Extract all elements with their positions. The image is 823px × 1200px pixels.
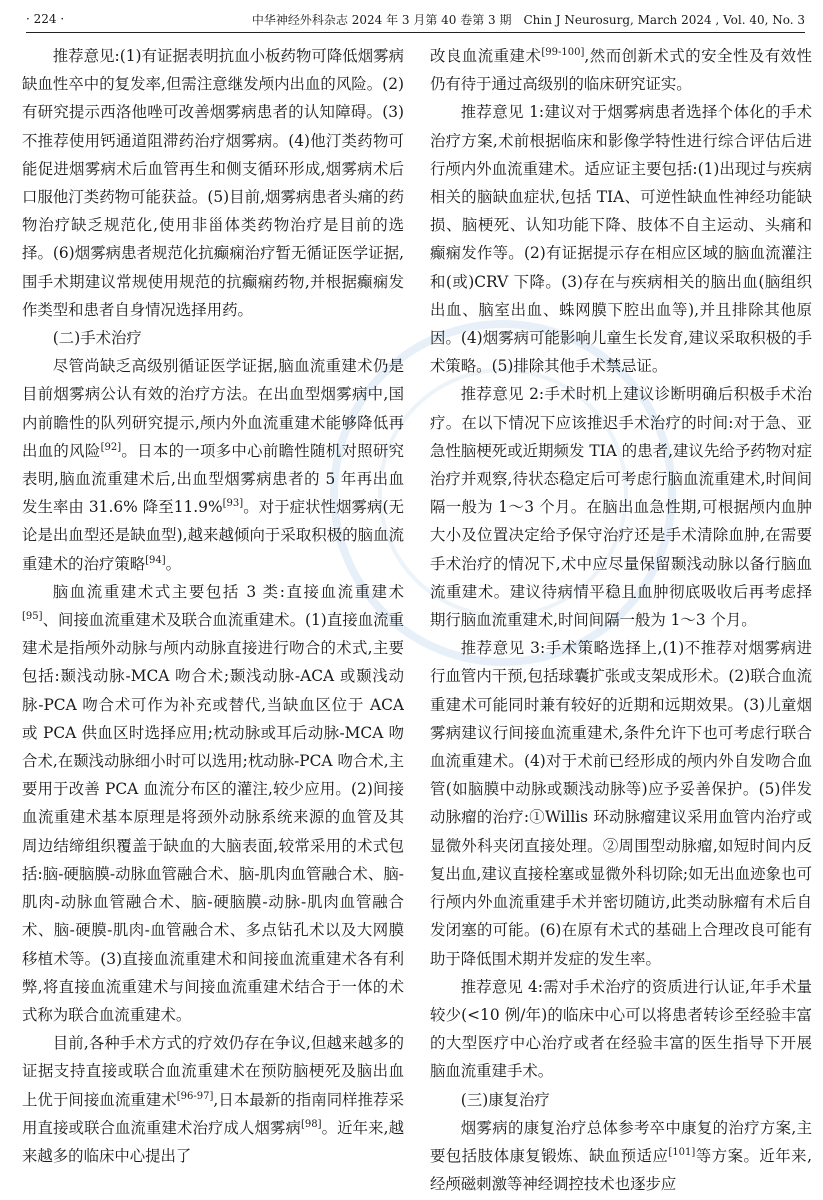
section-heading-surgery: (二)手术治疗 [52, 329, 142, 348]
recommendation-3: 推荐意见 3:手术策略选择上,(1)不推荐对烟雾病进行血管内干预,包括球囊扩张或支架成形术。(2)联合血流重建术可能同时兼有较好的近期和远期效果。(3)儿童烟雾病建议行间接血流重建术,条件允许下也可考虑行联合血流重建术。(4)对于术前已经形成的颅内外自发吻合血管(如脑膜中动脉或颞浅动脉等)应予妥善保护。(5)伴发动脉瘤的治疗:①Willis 环动脉瘤建议采用血管内治疗或显微外科夹闭直接处理。②周围型动脉瘤,如短时间内反复出血,建议直接栓塞或显微外科切除;如无出血迹象也可行颅内外血流重建手术并密切随访,此类动脉瘤有术后自发闭塞的可能。(6)在原有术式的基础上合理改良可能有助于降低围术期并发症的发生率。 [430, 639, 812, 968]
recommendation-drug-therapy: 推荐意见:(1)有证据表明抗血小板药物可降低烟雾病缺血性卒中的复发率,但需注意继发颅内出血的风险。(2)有研究提示西洛他唑可改善烟雾病患者的认知障碍。(3)不推荐使用钙通道阻滞药治疗烟雾病。(4)他汀类药物可能促进烟雾病术后血管再生和侧支循环形成,烟雾病术后口服他汀类药物可能获益。(5)目前,烟雾病患者头痛的药物治疗缺乏规范化,使用非甾体类药物治疗是目前的选择。(6)烟雾病患者规范化抗癫痫治疗暂无循证医学证据,围手术期建议常规使用规范的抗癫痫药物,并根据癫痫发作类型和患者自身情况选择用药。 [22, 47, 404, 319]
citation-ref: [98] [300, 1118, 322, 1130]
journal-citation: 中华神经外科杂志 2024 年 3 月第 40 卷第 3 期 Chin J Neurosurg, March 2024 , Vol. 40, No. 3 [251, 12, 805, 27]
recommendation-2: 推荐意见 2:手术时机上建议诊断明确后积极手术治疗。在以下情况下应该推迟手术治疗的时间:对于急、亚急性脑梗死或近期频发 TIA 的患者,建议先给予药物对症治疗并观察,待状态稳定后可考虑行脑血流重建术,时间间隔一般为 1～3 个月。在脑出血急性期,可根据颅内血肿大小及位置决定给予保守治疗还是手术清除血肿,在需要手术治疗的情况下,术中应尽量保留颞浅动脉以备行脑血流重建术。建议待病情平稳且血肿彻底吸收后再考虑择期行脑血流重建术,时间间隔一般为 1～3 个月。 [430, 385, 812, 630]
paragraph-efficacy: 目前,各种手术方式的疗效仍存在争议,但越来越多的证据支持直接或联合血流重建术在预防脑梗死及脑出血上优于间接血流重建术[96-97],日本最新的指南同样推荐采用直接或联合血流重建术治疗成人烟雾病[98]。近年来,越来越多的临床中心提出了 [22, 1034, 404, 1165]
citation-ref: [99-100] [541, 46, 585, 58]
article-body [22, 42, 812, 1192]
page-number: · 224 · [26, 12, 65, 26]
recommendation-1: 推荐意见 1:建议对于烟雾病患者选择个体化的手术治疗方案,术前根据临床和影像学特性进行综合评估后进行颅内外血流重建术。适应证主要包括:(1)出现过与疾病相关的脑缺血症状,包括 TIA、可逆性缺血性神经功能缺损、脑梗死、认知功能下降、肢体不自主运动、头痛和癫痫发作等。(2)有证据提示存在相应区域的脑血流灌注和(或)CRV 下降。(3)存在与疾病相关的脑出血(脑组织出血、脑室出血、蛛网膜下腔出血等),并且排除其他原因。(4)烟雾病可能影响儿童生长发育,建议采取积极的手术策略。(5)排除其他手术禁忌证。 [430, 103, 812, 376]
paragraph-rehabilitation: 烟雾病的康复治疗总体参考卒中康复的治疗方案,主要包括肢体康复锻炼、缺血预适应[101]等方案。近年来,经颅磁刺激等神经调控技术也逐步应 [430, 1118, 812, 1192]
section-heading-rehabilitation: (三)康复治疗 [460, 1090, 550, 1109]
citation-ref: [92] [100, 441, 122, 453]
paragraph-revascularization: 尽管尚缺乏高级别循证医学证据,脑血流重建术仍是目前烟雾病公认有效的治疗方法。在出血型烟雾病中,国内前瞻性的队列研究提示,颅内外血流重建术能够降低再出血的风险[92]。日本的一项多中心前瞻性随机对照研究表明,脑血流重建术后,出血型烟雾病患者的 5 年再出血发生率由 31.6% 降至11.9%[93]。对于症状性烟雾病(无论是出血型还是缺血型),越来越倾向于采取积极的脑血流重建术的治疗策略[94]。 [22, 357, 404, 573]
left-column [22, 42, 404, 1192]
citation-ref: [95] [22, 610, 43, 622]
page-header [26, 6, 805, 33]
paragraph-continued: 改良血流重建术[99-100],然而创新术式的安全性及有效性仍有待于通过高级别的临床研究证实。 [430, 46, 812, 94]
citation-ref: [96-97] [176, 1090, 214, 1102]
paragraph-surgical-types: 脑血流重建术式主要包括 3 类:直接血流重建术[95]、间接血流重建术及联合血流重建术。(1)直接血流重建术是指颅外动脉与颅内动脉直接进行吻合的术式,主要包括:颞浅动脉-MCA 吻合术;颞浅动脉-ACA 或颞浅动脉-PCA 吻合术可作为补充或替代,当缺血区位于 ACA 或 PCA 供血区时选择应用;枕动脉或耳后动脉-MCA 吻合术,在颞浅动脉细小时可以选用;枕动脉-PCA 吻合术,主要用于改善 PCA 血流分布区的灌注,较少应用。(2)间接血流重建术基本原理是将颈外动脉系统来源的血管及其周边结缔组织覆盖于缺血的大脑表面,较常采用的术式包括:脑-硬脑膜-动脉血管融合术、脑-肌肉血管融合术、脑-肌肉-动脉血管融合术、脑-硬脑膜-动脉-肌肉血管融合术、脑-硬膜-肌肉-血管融合术、多点钻孔术以及大网膜移植术等。(3)直接血流重建术和间接血流重建术各有利弊,将直接血流重建术与间接血流重建术结合于一体的术式称为联合血流重建术。 [22, 582, 404, 1024]
right-column [430, 42, 812, 1192]
citation-ref: [94] [145, 554, 166, 566]
citation-ref: [101] [668, 1146, 696, 1158]
recommendation-4: 推荐意见 4:需对手术治疗的资质进行认证,年手术量较少(<10 例/年)的临床中心可以将患者转诊至经验丰富的大型医疗中心治疗或者在经验丰富的医生指导下开展脑血流重建手术。 [430, 977, 812, 1081]
citation-ref: [93] [222, 498, 244, 510]
